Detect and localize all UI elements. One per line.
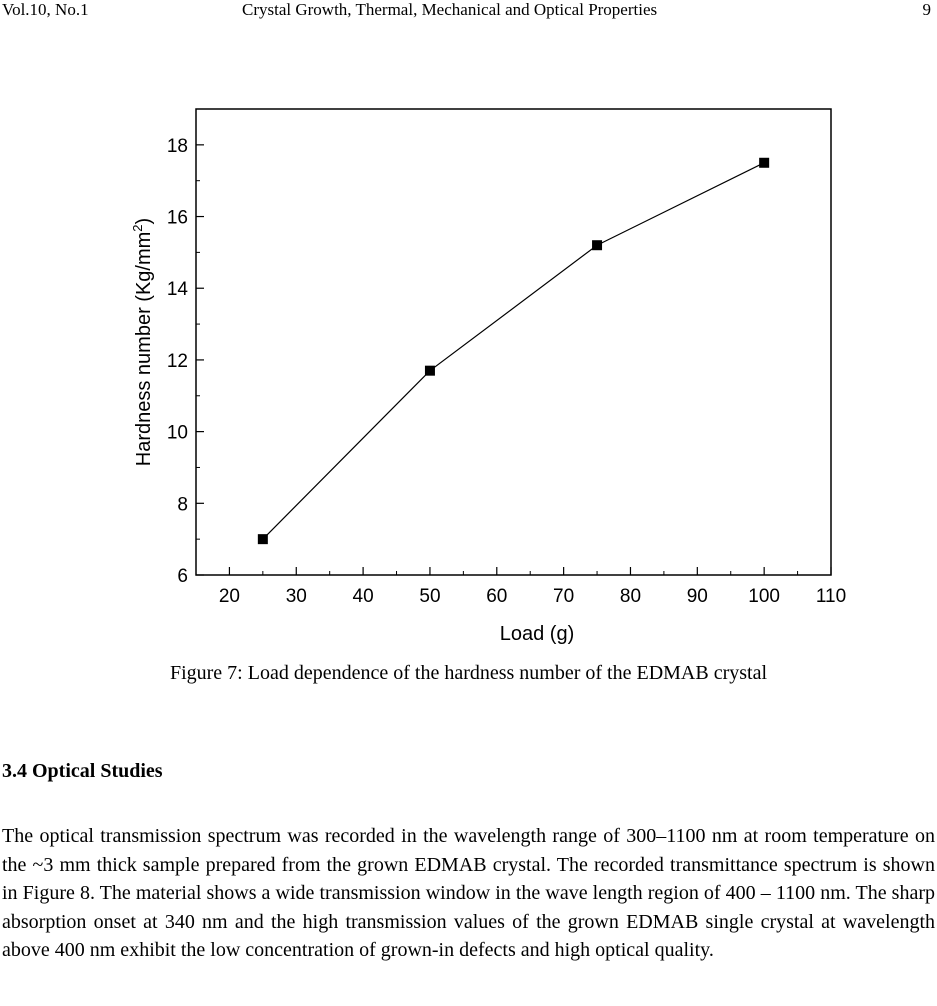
y-tick-label: 12 bbox=[166, 350, 188, 372]
y-tick-label: 18 bbox=[166, 135, 188, 157]
journal-volume: Vol.10, No.1 bbox=[2, 0, 89, 19]
running-title: Crystal Growth, Thermal, Mechanical and Optical Properties bbox=[242, 0, 658, 19]
hardness-series-line bbox=[263, 163, 764, 539]
x-tick-label: 100 bbox=[748, 586, 781, 607]
page-header bbox=[0, 0, 937, 22]
x-tick-label: 20 bbox=[218, 586, 240, 607]
y-tick-label: 16 bbox=[166, 207, 188, 229]
plot-border bbox=[196, 109, 831, 575]
data-point-marker bbox=[258, 534, 268, 544]
x-tick-label: 60 bbox=[486, 586, 508, 607]
x-tick-label: 90 bbox=[686, 586, 708, 607]
series-points bbox=[258, 158, 769, 544]
y-tick-label: 14 bbox=[166, 279, 188, 301]
y-axis-label-superscript: 2 bbox=[130, 224, 145, 232]
data-point-marker bbox=[759, 158, 769, 168]
y-axis-ticks bbox=[167, 136, 204, 587]
y-axis-label-main: Hardness number (Kg/mm bbox=[133, 231, 155, 467]
y-axis-label-close: ) bbox=[133, 217, 155, 225]
y-axis-label bbox=[130, 218, 155, 466]
body-paragraph: The optical transmission spectrum was recorded in the wavelength range of 300–1100 nm at room temperature on the ~3 mm thick sample prepared from the grown EDMAB crystal. The recorded transmittance spectrum is shown in Figure 8. The material shows a wide transmission window in the wave length region of 400 – 1100 nm. The sharp absorption onset at 340 nm and the high transmission values of the grown EDMAB single crystal at wavelength above 400 nm exhibit the low concentration of grown-in defects and high optical quality. bbox=[2, 825, 935, 961]
x-tick-label: 30 bbox=[285, 586, 307, 607]
x-tick-label: 80 bbox=[619, 586, 642, 607]
data-point-marker bbox=[592, 240, 602, 250]
y-tick-label: 10 bbox=[166, 422, 188, 444]
x-axis-label: Load (g) bbox=[499, 623, 575, 645]
page-number: 9 bbox=[922, 0, 931, 19]
x-tick-label: 50 bbox=[419, 586, 441, 607]
figure-caption: Figure 7: Load dependence of the hardness number of the EDMAB crystal bbox=[169, 662, 768, 684]
series-line bbox=[263, 163, 764, 539]
x-axis-ticks bbox=[219, 567, 846, 607]
y-tick-label: 8 bbox=[177, 494, 188, 516]
section-heading: 3.4 Optical Studies bbox=[2, 760, 163, 782]
hardness-load-chart bbox=[120, 100, 860, 650]
plot-frame bbox=[196, 109, 831, 575]
x-tick-label: 110 bbox=[815, 586, 847, 607]
x-tick-label: 70 bbox=[553, 586, 575, 607]
data-point-marker bbox=[425, 366, 435, 376]
y-tick-label: 6 bbox=[177, 566, 188, 587]
x-tick-label: 40 bbox=[352, 586, 374, 607]
